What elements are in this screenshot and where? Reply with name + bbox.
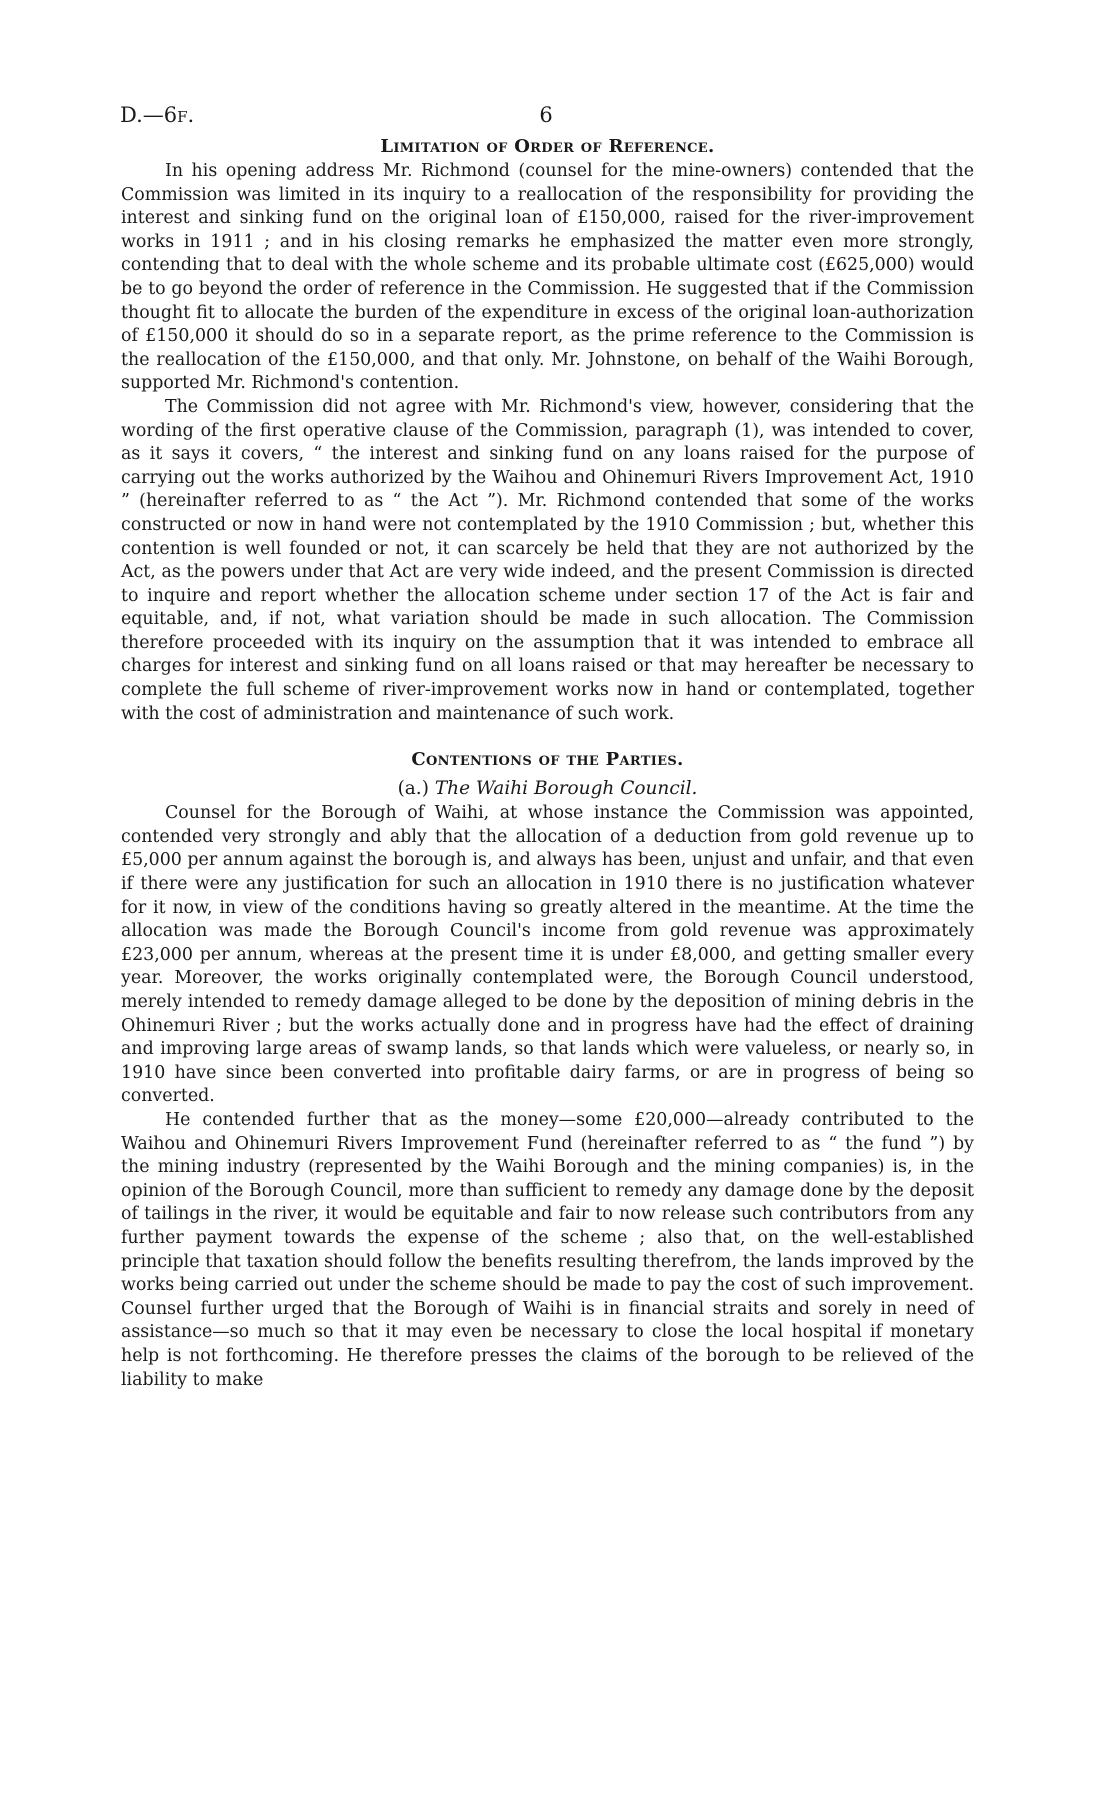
paragraph: In his opening address Mr. Richmond (counsel for the mine-owners) contended that the Commission was limited in its inquiry to a reallocation of the responsibility for providing the interest and sinking fund on the original loan of £150,000, raised for the river-improvement works in 1911 ; and in his closing remarks he emphasized the matter even more strongly, contending that to deal with the whole scheme and its probable ultimate cost (£625,000) would be to go beyond the order of reference in the Commission. He suggested that if the Commission thought fit to allocate the burden of the expenditure in excess of the original loan-authorization of £150,000 it should do so in a separate report, as the prime reference to the Commission is the reallocation of the £150,000, and that only. Mr. Johnstone, on behalf of the Waihi Borough, supported Mr. Richmond's contention. [121, 161, 974, 394]
section-heading-contentions: Contentions of the Parties. [411, 749, 684, 771]
paragraph: Counsel for the Borough of Waihi, at whose instance the Commission was appointed, contended very strongly and ably that the allocation of a deduction from gold revenue up to £5,000 per annum against the borough is, and always has been, unjust and unfair, and that even if there were any justification for such an allocation in 1910 there is no justification whatever for it now, in view of the conditions having so greatly altered in the meantime. At the time the allocation was made the Borough Council's income from gold revenue was approximately £23,000 per annum, whereas at the present time it is under £8,000, and getting smaller every year. Moreover, the works originally contemplated were, the Borough Council understood, merely intended to remedy damage alleged to be done by the deposition of mining debris in the Ohinemuri River ; but the works actually done and in progress have had the effect of draining and improving large areas of swamp lands, so that lands which were valueless, or nearly so, in 1910 have since been converted into profitable dairy farms, or are in progress of being so converted. [121, 803, 974, 1107]
page-number: 6 [539, 103, 553, 127]
subsection-label: (a.) [397, 778, 429, 800]
document-reference: D.—6f. [120, 103, 195, 127]
paragraph: The Commission did not agree with Mr. Richmond's view, however, considering that the wording of the first operative clause of the Commission, paragraph (1), was intended to cover, as it says it covers, “ the interest and sinking fund on any loans raised for the purpose of carrying out the works authorized by the Waihou and Ohinemuri Rivers Improvement Act, 1910 ” (hereinafter referred to as “ the Act ”). Mr. Richmond contended that some of the works constructed or now in hand were not contemplated by the 1910 Commission ; but, whether this contention is well founded or not, it can scarcely be held that they are not authorized by the Act, as the powers under that Act are very wide indeed, and the present Commission is directed to inquire and report whether the allocation scheme under section 17 of the Act is fair and equitable, and, if not, what variation should be made in such allocation. The Commission therefore proceeded with its inquiry on the assumption that it was intended to embrace all charges for interest and sinking fund on all loans raised or that may hereafter be necessary to complete the full scheme of river-improvement works now in hand or contemplated, together with the cost of administration and maintenance of such work. [121, 396, 974, 724]
document-body [121, 133, 974, 1392]
subsection-title: The Waihi Borough Council. [434, 778, 698, 800]
subsection-heading [121, 775, 974, 802]
section-heading-limitation: Limitation of Order of Reference. [380, 136, 715, 157]
page-header [120, 103, 972, 131]
paragraph: He contended further that as the money—some £20,000—already contributed to the Waihou and Ohinemuri Rivers Improvement Fund (hereinafter referred to as “ the fund ”) by the mining industry (represented by the Waihi Borough and the mining companies) is, in the opinion of the Borough Council, more than sufficient to remedy any damage done by the deposit of tailings in the river, it would be equitable and fair to now release such contributors from any further payment towards the expense of the scheme ; also that, on the well-established principle that taxation should follow the benefits resulting therefrom, the lands improved by the works being carried out under the scheme should be made to pay the cost of such improvement. Counsel further urged that the Borough of Waihi is in financial straits and sorely in need of assistance—so much so that it may even be necessary to close the local hospital if monetary help is not forthcoming. He therefore presses the claims of the borough to be relieved of the liability to make [121, 1109, 974, 1390]
